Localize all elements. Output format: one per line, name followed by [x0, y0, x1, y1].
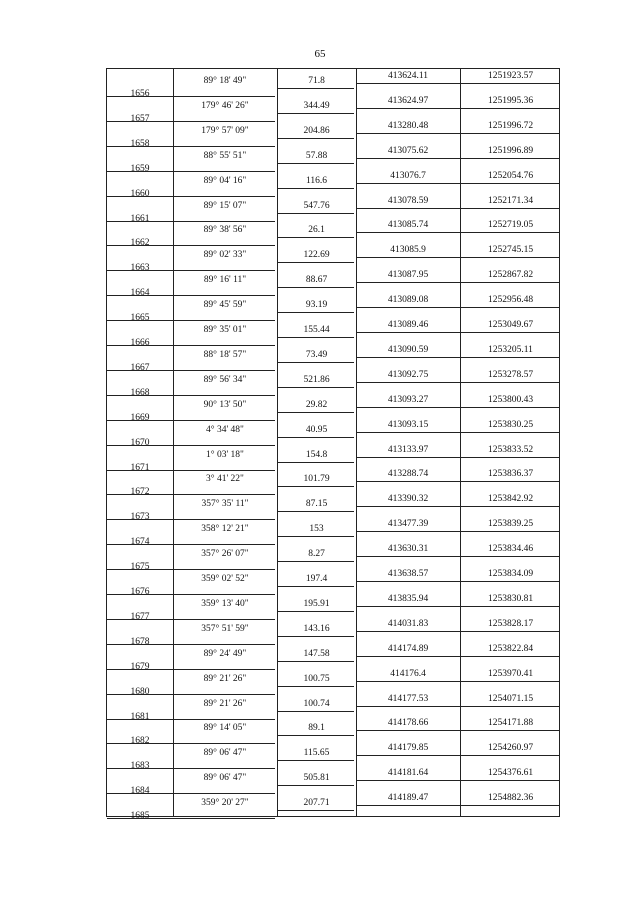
x-coordinate-cell: 413085.9	[390, 245, 426, 256]
y-coordinate-cell: 1252956.48	[487, 295, 534, 306]
y-coordinate-cell: 1253836.37	[487, 469, 534, 480]
distance-cell: 93.19	[305, 300, 328, 311]
bearing-angle-cell: 88° 55' 51"	[203, 150, 247, 161]
table-row	[107, 595, 561, 621]
point-id-cell: 1681	[130, 711, 150, 722]
table-row	[107, 97, 561, 123]
table-row	[107, 346, 561, 372]
y-coordinate-cell: 1253830.81	[487, 593, 534, 604]
distance-cell: 143.16	[303, 623, 330, 634]
distance-cell: 89.1	[308, 723, 325, 734]
row-divider	[277, 586, 354, 587]
x-coordinate-cell: 413477.39	[387, 519, 429, 530]
table-row	[107, 421, 561, 447]
row-divider	[277, 611, 354, 612]
distance-cell: 521.86	[303, 374, 330, 385]
row-divider	[356, 83, 559, 84]
x-coordinate-cell: 413087.95	[387, 270, 429, 281]
row-divider	[277, 536, 354, 537]
point-id-cell: 1673	[130, 512, 150, 523]
y-coordinate-cell: 1253842.92	[487, 494, 534, 505]
y-coordinate-cell: 1253278.57	[487, 369, 534, 380]
table-row	[107, 695, 561, 721]
row-divider	[356, 581, 559, 582]
y-coordinate-cell: 1254171.88	[487, 718, 534, 729]
row-divider	[277, 188, 354, 189]
row-divider	[277, 636, 354, 637]
row-divider	[356, 706, 559, 707]
bearing-angle-cell: 179° 57' 09"	[201, 125, 249, 136]
table-row	[107, 645, 561, 671]
x-coordinate-cell: 414178.66	[387, 718, 429, 729]
point-id-cell: 1682	[130, 736, 150, 747]
point-id-cell: 1668	[130, 387, 150, 398]
row-divider	[277, 760, 354, 761]
x-coordinate-cell: 413624.11	[387, 71, 429, 81]
bearing-angle-cell: 88° 18' 57"	[203, 349, 247, 360]
table-row	[107, 271, 561, 297]
x-coordinate-cell: 413093.27	[387, 394, 429, 405]
row-divider	[356, 432, 559, 433]
point-id-cell: 1685	[130, 811, 150, 822]
x-coordinate-cell: 413075.62	[387, 145, 429, 156]
x-coordinate-cell: 413085.74	[387, 220, 429, 231]
point-id-cell: 1662	[130, 238, 150, 249]
row-divider	[277, 686, 354, 687]
point-id-cell: 1678	[130, 636, 150, 647]
y-coordinate-cell: 1251996.72	[487, 120, 534, 131]
y-coordinate-cell: 1254260.97	[487, 743, 534, 754]
bearing-angle-cell: 89° 21' 26"	[203, 673, 247, 684]
table-row	[107, 495, 561, 521]
table-row	[107, 221, 561, 247]
table-row	[107, 246, 561, 272]
point-id-cell: 1683	[130, 761, 150, 772]
row-divider	[277, 462, 354, 463]
distance-cell: 87.15	[305, 499, 328, 510]
row-divider	[356, 681, 559, 682]
table-row	[107, 520, 561, 546]
y-coordinate-cell: 1252719.05	[487, 220, 534, 231]
point-id-cell: 1664	[130, 288, 150, 299]
row-divider	[277, 237, 354, 238]
point-id-cell: 1671	[130, 462, 150, 473]
distance-cell: 73.49	[305, 349, 328, 360]
bearing-angle-cell: 4° 34' 48"	[206, 424, 244, 435]
table-row	[107, 122, 561, 148]
row-divider	[356, 805, 559, 806]
table-row	[107, 570, 561, 596]
row-divider	[356, 208, 559, 209]
bearing-angle-cell: 89° 18' 49"	[203, 76, 247, 86]
table-row	[107, 147, 561, 173]
page-number: 65	[314, 48, 326, 60]
y-coordinate-cell: 1253833.52	[487, 444, 534, 455]
row-divider	[356, 556, 559, 557]
point-id-cell: 1674	[130, 537, 150, 548]
table-row	[107, 321, 561, 347]
row-divider	[277, 287, 354, 288]
point-id-cell: 1684	[130, 786, 150, 797]
row-divider	[356, 656, 559, 657]
distance-cell: 207.71	[303, 798, 330, 809]
distance-cell: 40.95	[305, 424, 328, 435]
bearing-angle-cell: 89° 14' 05"	[203, 723, 247, 734]
bearing-angle-cell: 1° 03' 18"	[206, 449, 244, 460]
row-divider	[356, 307, 559, 308]
row-divider	[277, 511, 354, 512]
row-divider	[277, 138, 354, 139]
table-row	[107, 371, 561, 397]
y-coordinate-cell: 1253049.67	[487, 320, 534, 330]
distance-cell: 71.8	[308, 76, 325, 86]
table-row	[107, 172, 561, 198]
row-divider	[356, 282, 559, 283]
bearing-angle-cell: 89° 45' 59"	[203, 300, 247, 311]
y-coordinate-cell: 1253834.09	[487, 569, 534, 579]
bearing-angle-cell: 89° 21' 26"	[203, 698, 247, 709]
distance-cell: 100.75	[303, 673, 330, 684]
table-row	[107, 719, 561, 745]
distance-cell: 197.4	[305, 574, 328, 584]
y-coordinate-cell: 1253839.25	[487, 519, 534, 530]
x-coordinate-cell: 414181.64	[387, 768, 429, 779]
row-divider	[356, 457, 559, 458]
x-coordinate-cell: 414179.85	[387, 743, 429, 754]
point-id-cell: 1677	[130, 611, 150, 622]
point-id-cell: 1658	[130, 138, 150, 149]
y-coordinate-cell: 1253822.84	[487, 643, 534, 654]
x-coordinate-cell: 413092.75	[387, 369, 429, 380]
y-coordinate-cell: 1253834.46	[487, 544, 534, 555]
table-row	[107, 545, 561, 571]
x-coordinate-cell: 413090.59	[387, 344, 429, 355]
distance-cell: 122.69	[303, 250, 330, 261]
point-id-cell: 1679	[130, 661, 150, 672]
y-coordinate-cell: 1251995.36	[487, 95, 534, 106]
row-divider	[277, 661, 354, 662]
row-divider	[356, 730, 559, 731]
table-row	[107, 197, 561, 223]
table-row	[107, 769, 561, 795]
point-id-cell: 1675	[130, 562, 150, 573]
distance-cell: 204.86	[303, 125, 330, 136]
row-divider	[356, 631, 559, 632]
row-divider	[356, 158, 559, 159]
x-coordinate-cell: 414176.4	[390, 668, 426, 679]
bearing-angle-cell: 357° 51' 59"	[201, 623, 249, 634]
x-coordinate-cell: 413078.59	[387, 195, 429, 206]
row-divider	[356, 183, 559, 184]
x-coordinate-cell: 413089.46	[387, 320, 429, 330]
row-divider	[277, 785, 354, 786]
bearing-angle-cell: 89° 56' 34"	[203, 374, 247, 385]
row-divider	[277, 437, 354, 438]
bearing-angle-cell: 89° 06' 47"	[203, 748, 247, 759]
point-id-cell: 1680	[130, 686, 150, 697]
y-coordinate-cell: 1252867.82	[487, 270, 534, 281]
table-row	[107, 794, 561, 820]
x-coordinate-cell: 414189.47	[387, 793, 429, 804]
row-divider	[356, 357, 559, 358]
row-divider	[277, 561, 354, 562]
row-divider	[277, 412, 354, 413]
distance-cell: 101.79	[303, 474, 330, 485]
y-coordinate-cell: 1253828.17	[487, 618, 534, 629]
bearing-angle-cell: 357° 26' 07"	[201, 549, 249, 560]
row-divider	[277, 163, 354, 164]
distance-cell: 505.81	[303, 773, 330, 784]
row-divider	[277, 213, 354, 214]
row-divider	[356, 232, 559, 233]
y-coordinate-cell: 1251996.89	[487, 145, 534, 156]
point-id-cell: 1667	[130, 362, 150, 373]
y-coordinate-cell: 1252745.15	[487, 245, 534, 256]
row-divider	[356, 780, 559, 781]
bearing-angle-cell: 89° 04' 16"	[203, 175, 247, 186]
distance-cell: 147.58	[303, 648, 330, 659]
y-coordinate-cell: 1252054.76	[487, 170, 534, 181]
table-row	[107, 744, 561, 770]
x-coordinate-cell: 413076.7	[390, 170, 426, 181]
row-divider	[356, 506, 559, 507]
row-divider	[277, 810, 354, 811]
x-coordinate-cell: 413288.74	[387, 469, 429, 480]
row-divider	[356, 332, 559, 333]
y-coordinate-cell: 1254376.61	[487, 768, 534, 779]
row-divider	[277, 113, 354, 114]
bearing-angle-cell: 359° 13' 40"	[201, 598, 249, 609]
x-coordinate-cell: 414174.89	[387, 643, 429, 654]
row-divider	[356, 382, 559, 383]
distance-cell: 344.49	[303, 100, 330, 111]
row-divider	[356, 257, 559, 258]
distance-cell: 547.76	[303, 200, 330, 211]
y-coordinate-cell: 1252171.34	[487, 195, 534, 206]
row-divider	[356, 407, 559, 408]
row-divider	[356, 108, 559, 109]
table-row	[107, 620, 561, 646]
row-divider	[277, 337, 354, 338]
bearing-angle-cell: 89° 35' 01"	[203, 325, 247, 335]
row-divider	[356, 531, 559, 532]
x-coordinate-cell: 413280.48	[387, 120, 429, 131]
distance-cell: 116.6	[305, 175, 328, 186]
point-id-cell: 1656	[130, 89, 150, 99]
row-divider	[356, 133, 559, 134]
distance-cell: 195.91	[303, 598, 330, 609]
x-coordinate-cell: 414031.83	[387, 618, 429, 629]
x-coordinate-cell: 413390.32	[387, 494, 429, 505]
bearing-angle-cell: 90° 13' 50"	[203, 399, 247, 410]
row-divider	[277, 486, 354, 487]
row-divider	[356, 606, 559, 607]
bearing-angle-cell: 358° 12' 21"	[201, 524, 249, 535]
x-coordinate-cell: 413133.97	[387, 444, 429, 455]
point-id-cell: 1665	[130, 313, 150, 324]
bearing-angle-cell: 89° 16' 11"	[203, 275, 247, 286]
bearing-angle-cell: 89° 24' 49"	[203, 648, 247, 659]
table-row	[107, 446, 561, 472]
bearing-angle-cell: 359° 20' 27"	[201, 798, 249, 809]
y-coordinate-cell: 1253970.41	[487, 668, 534, 679]
row-divider	[356, 755, 559, 756]
y-coordinate-cell: 1254071.15	[487, 693, 534, 704]
point-id-cell: 1659	[130, 163, 150, 174]
row-divider	[277, 387, 354, 388]
y-coordinate-cell: 1251923.57	[487, 71, 534, 81]
bearing-angle-cell: 89° 15' 07"	[203, 200, 247, 211]
distance-cell: 155.44	[303, 325, 330, 335]
bearing-angle-cell: 179° 46' 26"	[201, 100, 249, 111]
bearing-angle-cell: 3° 41' 22"	[206, 474, 244, 485]
bearing-angle-cell: 359° 02' 52"	[201, 574, 249, 584]
bearing-angle-cell: 89° 06' 47"	[203, 773, 247, 784]
row-divider	[277, 735, 354, 736]
point-id-cell: 1666	[130, 338, 150, 348]
row-divider	[277, 362, 354, 363]
distance-cell: 88.67	[305, 275, 328, 286]
distance-cell: 100.74	[303, 698, 330, 709]
point-id-cell: 1657	[130, 113, 150, 124]
x-coordinate-cell: 413089.08	[387, 295, 429, 306]
row-divider	[277, 88, 354, 89]
table-row	[107, 396, 561, 422]
bearing-angle-cell: 89° 02' 33"	[203, 250, 247, 261]
distance-cell: 29.82	[305, 399, 328, 410]
bearing-angle-cell: 89° 38' 56"	[203, 225, 247, 236]
row-divider	[277, 312, 354, 313]
point-id-cell: 1669	[130, 412, 150, 423]
point-id-cell: 1660	[130, 188, 150, 199]
x-coordinate-cell: 413630.31	[387, 544, 429, 555]
distance-cell: 115.65	[303, 748, 330, 759]
x-coordinate-cell: 413638.57	[387, 569, 429, 579]
row-divider	[277, 262, 354, 263]
distance-cell: 153	[309, 524, 324, 535]
distance-cell: 154.8	[305, 449, 328, 460]
row-divider	[107, 818, 275, 819]
y-coordinate-cell: 1254882.36	[487, 793, 534, 804]
table-row	[107, 296, 561, 322]
distance-cell: 26.1	[308, 225, 325, 236]
point-id-cell: 1676	[130, 587, 150, 597]
table-row	[107, 670, 561, 696]
x-coordinate-cell: 413624.97	[387, 95, 429, 106]
x-coordinate-cell: 414177.53	[387, 693, 429, 704]
y-coordinate-cell: 1253830.25	[487, 419, 534, 430]
row-divider	[277, 711, 354, 712]
distance-cell: 8.27	[308, 549, 325, 560]
point-id-cell: 1661	[130, 213, 150, 224]
distance-cell: 57.88	[305, 150, 328, 161]
y-coordinate-cell: 1253800.43	[487, 394, 534, 405]
y-coordinate-cell: 1253205.11	[488, 344, 533, 355]
point-id-cell: 1663	[130, 263, 150, 274]
x-coordinate-cell: 413835.94	[387, 593, 429, 604]
bearing-angle-cell: 357° 35' 11"	[201, 499, 249, 510]
point-id-cell: 1672	[130, 487, 150, 498]
coordinates-table	[106, 68, 560, 822]
table-row	[107, 72, 561, 98]
table-row	[107, 470, 561, 496]
point-id-cell: 1670	[130, 437, 150, 448]
row-divider	[356, 481, 559, 482]
x-coordinate-cell: 413093.15	[387, 419, 429, 430]
